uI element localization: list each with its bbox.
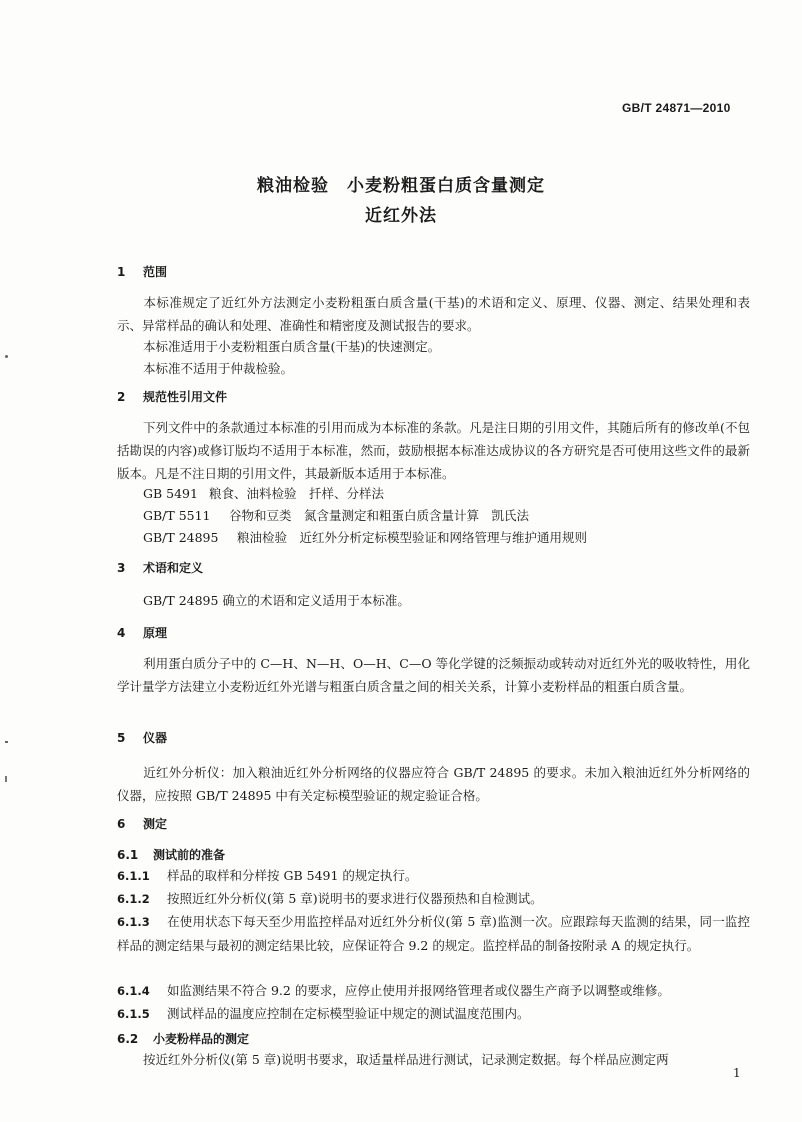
section-title: 范围 bbox=[143, 265, 168, 279]
section-2-paragraph-1: 下列文件中的条款通过本标准的引用而成为本标准的条款。凡是注日期的引用文件，其随后所有的修改单(不包括勘误的内容)或修订版均不适用于本标准，然而，鼓励根据本标准达成协议的各方研究是否可使用这些文件的最新版本。凡是不注日期的引用文件，其最新版本适用于本标准。 bbox=[117, 420, 750, 481]
reference-title: 谷物和豆类 氮含量测定和粗蛋白质含量计算 凯氏法 bbox=[229, 508, 530, 523]
scan-speck bbox=[5, 355, 8, 358]
clause-number: 6.1.3 bbox=[117, 915, 150, 929]
section-number: 1 bbox=[117, 265, 126, 279]
page-number: 1 bbox=[733, 1066, 741, 1080]
section-5-paragraph-1: 近红外分析仪：加入粮油近红外分析网络的仪器应符合 GB/T 24895 的要求。未加入粮油近红外分析网络的仪器，应按照 GB/T 24895 中有关定标模型验证的规定验证合格。 bbox=[117, 765, 750, 803]
scan-speck bbox=[5, 741, 8, 743]
section-3-heading bbox=[117, 559, 203, 576]
section-6-heading bbox=[117, 815, 167, 832]
section-3-paragraph-1: GB/T 24895 确立的术语和定义适用于本标准。 bbox=[143, 593, 410, 608]
clause-6-1-5 bbox=[117, 1002, 750, 1026]
clause-number: 6.1.2 bbox=[117, 892, 150, 906]
subsection-number: 6.1 bbox=[117, 848, 139, 862]
subsection-6-2-paragraph-1: 按近红外分析仪(第 5 章)说明书要求，取适量样品进行测试，记录测定数据。每个样品应测定两 bbox=[143, 1052, 669, 1067]
standard-code: GB/T 24871—2010 bbox=[622, 101, 731, 115]
section-4-paragraph-1: 利用蛋白质分子中的 C—H、N—H、O—H、C—O 等化学键的泛频振动或转动对近红外光的吸收特性，用化学计量学方法建立小麦粉近红外光谱与粗蛋白质含量之间的相关关系，计算小麦粉样品的粗蛋白质含量。 bbox=[117, 656, 750, 694]
clause-6-1-1 bbox=[117, 864, 750, 888]
clause-number: 6.1.1 bbox=[117, 869, 150, 883]
section-title: 术语和定义 bbox=[143, 561, 204, 575]
section-number: 5 bbox=[117, 731, 126, 745]
section-number: 2 bbox=[117, 390, 126, 404]
clause-number: 6.1.5 bbox=[117, 1007, 150, 1021]
clause-text: 如监测结果不符合 9.2 的要求，应停止使用并报网络管理者或仪器生产商予以调整或维修。 bbox=[167, 983, 670, 998]
reference-code: GB/T 5511 bbox=[143, 508, 211, 523]
section-title: 原理 bbox=[143, 626, 168, 640]
reference-title: 粮食、油料检验 扦样、分样法 bbox=[209, 486, 385, 501]
clause-6-1-4 bbox=[117, 979, 750, 1003]
reference-item bbox=[143, 505, 529, 527]
subsection-number: 6.2 bbox=[117, 1032, 139, 1046]
subsection-6-2-heading bbox=[117, 1030, 249, 1047]
reference-item bbox=[143, 527, 587, 549]
clause-6-1-3 bbox=[117, 910, 750, 957]
section-title: 仪器 bbox=[143, 731, 168, 745]
clause-text: 测试样品的温度应控制在定标模型验证中规定的测试温度范围内。 bbox=[167, 1006, 530, 1021]
section-4-heading bbox=[117, 624, 167, 641]
section-1-paragraph-2: 本标准适用于小麦粉粗蛋白质含量(干基)的快速测定。 bbox=[143, 339, 441, 354]
section-1-heading bbox=[117, 263, 167, 280]
subsection-6-1-heading bbox=[117, 846, 225, 863]
reference-code: GB 5491 bbox=[143, 486, 198, 501]
clause-number: 6.1.4 bbox=[117, 984, 150, 998]
reference-title: 粮油检验 近红外分析定标模型验证和网络管理与维护通用规则 bbox=[237, 530, 588, 545]
section-5-heading bbox=[117, 729, 167, 746]
title-line-2: 近红外法 bbox=[365, 206, 437, 226]
section-number: 6 bbox=[117, 817, 126, 831]
section-title: 测定 bbox=[143, 817, 168, 831]
title-line-1: 粮油检验 小麦粉粗蛋白质含量测定 bbox=[257, 176, 545, 196]
clause-6-1-2 bbox=[117, 887, 750, 911]
clause-text: 样品的取样和分样按 GB 5491 的规定执行。 bbox=[167, 868, 418, 883]
scan-speck bbox=[5, 776, 7, 782]
section-1-paragraph-1: 本标准规定了近红外方法测定小麦粉粗蛋白质含量(干基)的术语和定义、原理、仪器、测定、结果处理和表示、异常样品的确认和处理、准确性和精密度及测试报告的要求。 bbox=[117, 295, 750, 333]
section-2-heading bbox=[117, 388, 227, 405]
subsection-title: 测试前的准备 bbox=[153, 848, 226, 862]
subsection-title: 小麦粉样品的测定 bbox=[153, 1032, 250, 1046]
section-title: 规范性引用文件 bbox=[143, 390, 228, 404]
section-number: 3 bbox=[117, 561, 126, 575]
clause-text: 按照近红外分析仪(第 5 章)说明书的要求进行仪器预热和自检测试。 bbox=[167, 891, 543, 906]
section-1-paragraph-3: 本标准不适用于仲裁检验。 bbox=[143, 361, 294, 376]
clause-text: 在使用状态下每天至少用监控样品对近红外分析仪(第 5 章)监测一次。应跟踪每天监测的结果，同一监控样品的测定结果与最初的测定结果比较，应保证符合 9.2 的规定。监控样品的制备按附录 A 的规定执行。 bbox=[117, 914, 750, 953]
reference-item bbox=[143, 483, 384, 505]
reference-code: GB/T 24895 bbox=[143, 530, 219, 545]
section-number: 4 bbox=[117, 626, 126, 640]
